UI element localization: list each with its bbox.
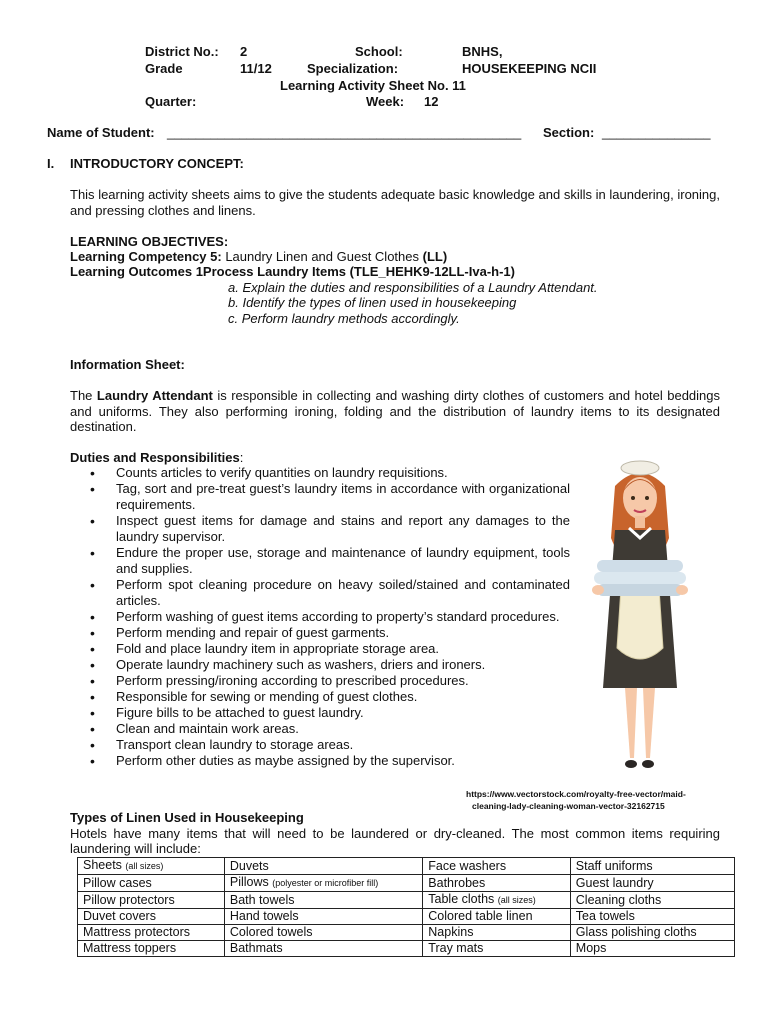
table-cell (570, 909, 734, 925)
linen-item: Bathrobes (428, 875, 486, 890)
info-term: Laundry Attendant (96, 388, 213, 403)
linen-item: Hand towels (229, 909, 299, 923)
table-row (78, 909, 735, 925)
quarter-label: Quarter: (145, 94, 197, 109)
duty-item: • Endure the proper use, storage and maintenance of laundry equipment, tools and supplies. (90, 545, 570, 577)
duties-colon: : (239, 450, 244, 465)
table-cell (224, 858, 422, 875)
duty-item: • Inspect guest items for damage and stains and report any damages to the laundry supervisor. (90, 513, 570, 545)
linen-item: Pillow cases (83, 875, 152, 890)
linen-item: Colored towels (229, 925, 313, 939)
linen-item-note: (all sizes) (125, 861, 164, 871)
duty-item: • Figure bills to be attached to guest laundry. (90, 705, 570, 721)
table-cell (423, 925, 571, 941)
info-text: is responsible in collecting and washing dirty clothes of customers and hotel beddings and uniforms. They also performing ironing, folding and the distribution of laundry items to its designated destination. (70, 388, 721, 434)
competency-label: Learning Competency 5: (70, 249, 222, 264)
student-name-label: Name of Student: (47, 125, 155, 140)
info-lead: The (70, 388, 97, 403)
table-cell (224, 892, 422, 909)
linen-item: Glass polishing cloths (575, 925, 697, 939)
duty-item: • Perform other duties as maybe assigned by the supervisor. (90, 753, 570, 769)
week-label: Week: (366, 94, 405, 109)
duty-item: • Operate laundry machinery such as washers, driers and ironers. (90, 657, 570, 673)
linen-item: Napkins (428, 925, 474, 939)
table-cell (224, 925, 422, 941)
linen-item: Colored table linen (428, 909, 533, 923)
linen-item: Tea towels (575, 909, 635, 923)
linen-item: Table cloths (428, 892, 498, 906)
grade-label: Grade (145, 61, 183, 76)
duties-heading-text: Duties and Responsibilities (70, 450, 240, 465)
duties-heading (70, 450, 243, 466)
linen-item: Face washers (428, 858, 507, 873)
linen-item: Guest laundry (575, 875, 654, 890)
linen-item: Duvets (229, 858, 269, 873)
objective-item: c. Perform laundry methods accordingly. (228, 311, 460, 326)
objective-item: a. Explain the duties and responsibilities of a Laundry Attendant. (228, 280, 598, 295)
duty-item: • Perform pressing/ironing according to prescribed procedures. (90, 673, 570, 689)
table-row (78, 892, 735, 909)
competency-text: Laundry Linen and Guest Clothes (221, 249, 423, 264)
info-heading: Information Sheet: (70, 357, 185, 372)
linen-heading: Types of Linen Used in Housekeeping (70, 810, 304, 825)
duty-item: • Fold and place laundry item in appropriate storage area. (90, 641, 570, 657)
table-cell (423, 941, 571, 957)
duties-list (90, 465, 570, 769)
table-cell (224, 909, 422, 925)
table-row (78, 858, 735, 875)
linen-item: Pillows (229, 875, 273, 889)
school-value: BNHS, (462, 44, 503, 59)
table-cell (224, 875, 422, 892)
info-paragraph (70, 388, 720, 435)
duty-item: • Perform spot cleaning procedure on heavy soiled/stained and contaminated articles. (90, 577, 570, 609)
table-cell (78, 941, 225, 957)
specialization-label: Specialization: (307, 61, 399, 76)
image-credit-line[interactable]: https://www.vectorstock.com/royalty-free-vector/maid- (466, 789, 686, 799)
table-cell (570, 875, 734, 892)
district-value: 2 (240, 44, 248, 59)
table-cell (570, 941, 734, 957)
linen-item: Duvet covers (83, 909, 156, 923)
image-credit[interactable] (466, 788, 736, 812)
table-cell (423, 892, 571, 909)
intro-heading: INTRODUCTORY CONCEPT: (70, 156, 244, 171)
district-label: District No.: (145, 44, 219, 59)
student-name-line[interactable]: _________________________________________________ (167, 125, 522, 140)
linen-item: Mattress protectors (83, 925, 190, 939)
duty-item: • Perform mending and repair of guest garments. (90, 625, 570, 641)
linen-item: Staff uniforms (575, 858, 653, 873)
duty-item: • Perform washing of guest items according to property’s standard procedures. (90, 609, 570, 625)
competency-code: (LL) (422, 249, 448, 264)
table-row (78, 925, 735, 941)
table-cell (78, 892, 225, 909)
section-line[interactable]: _______________ (602, 125, 711, 140)
duty-item: • Clean and maintain work areas. (90, 721, 570, 737)
linen-item: Bath towels (229, 892, 295, 907)
linen-intro: Hotels have many items that will need to be laundered or dry-cleaned. The most common items requiring laundering will include: (70, 826, 720, 856)
table-cell (570, 858, 734, 875)
table-cell (78, 858, 225, 875)
duty-item: • Responsible for sewing or mending of guest clothes. (90, 689, 570, 705)
grade-value: 11/12 (240, 61, 272, 76)
week-value: 12 (424, 94, 439, 109)
linen-item: Mattress toppers (83, 941, 177, 955)
school-label: School: (355, 44, 403, 59)
objective-item: b. Identify the types of linen used in housekeeping (228, 295, 517, 310)
table-cell (570, 892, 734, 909)
intro-numeral: I. (47, 156, 55, 171)
linen-table (77, 857, 735, 957)
linen-item: Pillow protectors (83, 892, 175, 907)
sheet-title: Learning Activity Sheet No. 11 (280, 78, 466, 93)
section-label: Section: (543, 125, 595, 140)
linen-item-note: (all sizes) (497, 895, 536, 905)
intro-paragraph: This learning activity sheets aims to give the students adequate basic knowledge and skills in laundering, ironing, and pressing clothes and linens. (70, 187, 720, 218)
table-cell (570, 925, 734, 941)
table-cell (78, 875, 225, 892)
learning-competency (70, 249, 447, 265)
linen-item: Bathmats (229, 941, 283, 955)
duty-item: • Counts articles to verify quantities on laundry requisitions. (90, 465, 570, 481)
learning-outcomes: Learning Outcomes 1Process Laundry Items (TLE_HEHK9-12LL-Iva-h-1) (70, 264, 515, 279)
table-cell (224, 941, 422, 957)
linen-item: Cleaning cloths (575, 892, 662, 907)
linen-item: Mops (575, 941, 607, 955)
maid-illustration (585, 458, 695, 778)
table-cell (423, 909, 571, 925)
table-cell (78, 925, 225, 941)
objectives-heading: LEARNING OBJECTIVES: (70, 234, 229, 249)
specialization-value: HOUSEKEEPING NCII (462, 61, 597, 76)
image-credit-line[interactable]: cleaning-lady-cleaning-woman-vector-32162715 (472, 801, 665, 811)
table-row (78, 875, 735, 892)
linen-item: Tray mats (428, 941, 484, 955)
duty-item: • Tag, sort and pre-treat guest’s laundry items in accordance with organizational requirements. (90, 481, 570, 513)
linen-item-note: (polyester or microfiber fill) (272, 878, 379, 888)
table-cell (78, 909, 225, 925)
duty-item: • Transport clean laundry to storage areas. (90, 737, 570, 753)
linen-item: Sheets (83, 858, 126, 872)
table-row (78, 941, 735, 957)
table-cell (423, 875, 571, 892)
table-cell (423, 858, 571, 875)
